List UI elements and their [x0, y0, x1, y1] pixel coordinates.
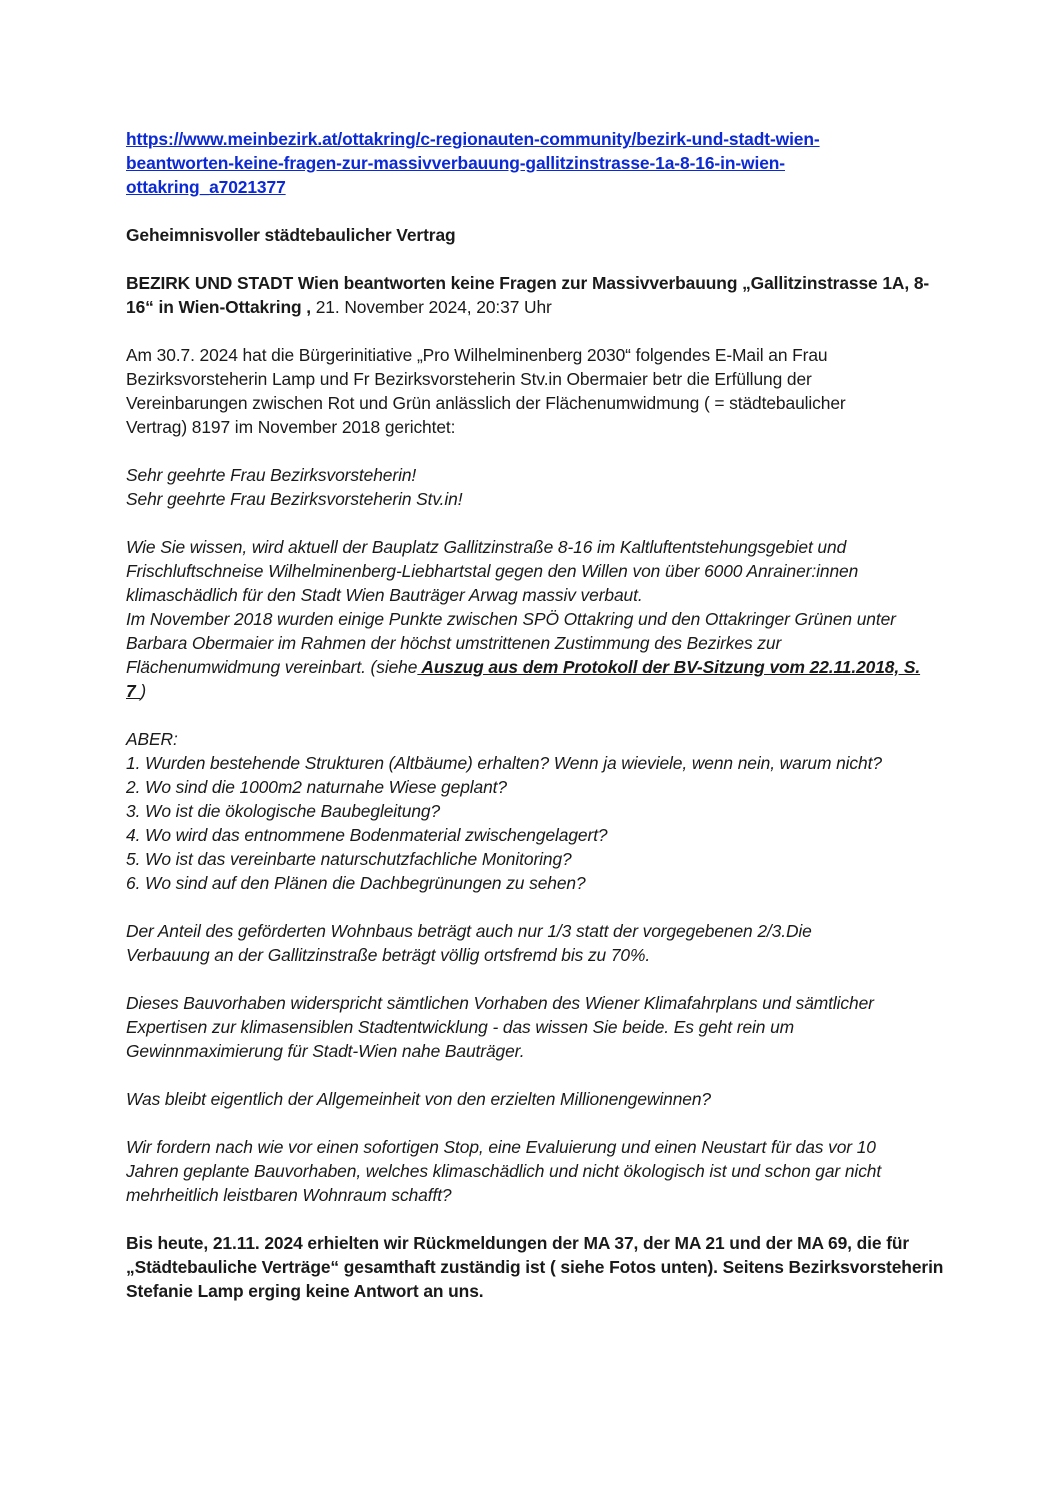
intro-line: Am 30.7. 2024 hat die Bürgerinitiative „Pro Wilhelminenberg 2030“ folgendes E-Mail an Frau — [126, 345, 828, 365]
email-line: Wir fordern nach wie vor einen sofortigen Stop, eine Evaluierung und einen Neustart für das vor 10 — [126, 1137, 876, 1157]
document-body — [126, 127, 944, 1327]
email-line: ) — [140, 681, 147, 701]
closing-line: „Städtebauliche Verträge“ gesamthaft zuständig ist ( siehe Fotos unten). Seitens Bezirksvorsteherin — [126, 1257, 944, 1277]
closing-line: Bis heute, 21.11. 2024 erhielten wir Rückmeldungen der MA 37, der MA 21 und der MA 69, die für — [126, 1233, 910, 1253]
headline — [126, 271, 936, 319]
salutation-line: Sehr geehrte Frau Bezirksvorsteherin Stv.in! — [126, 489, 463, 509]
article-link-line-2[interactable]: beantworten-keine-fragen-zur-massivverbauung-gallitzinstrasse-1a-8-16-in-wien- — [126, 153, 785, 173]
question-item: 5. Wo ist das vereinbarte naturschutzfachliche Monitoring? — [126, 849, 572, 869]
headline-line-2: 16“ in Wien-Ottakring , — [126, 297, 311, 317]
article-link-line-1[interactable]: https://www.meinbezirk.at/ottakring/c-regionauten-community/bezirk-und-stadt-wien- — [126, 129, 820, 149]
email-line: Dieses Bauvorhaben widerspricht sämtlichen Vorhaben des Wiener Klimafahrplans und sämtlicher — [126, 993, 874, 1013]
article-link-line-3[interactable]: ottakring_a7021377 — [126, 177, 286, 197]
email-paragraph-3 — [126, 991, 936, 1063]
salutation-line: Sehr geehrte Frau Bezirksvorsteherin! — [126, 465, 417, 485]
intro-line: Vertrag) 8197 im November 2018 gerichtet: — [126, 417, 456, 437]
email-paragraph-4: Was bleibt eigentlich der Allgemeinheit von den erzielten Millionengewinnen? — [126, 1089, 712, 1109]
question-item: 1. Wurden bestehende Strukturen (Altbäume) erhalten? Wenn ja wieviele, wenn nein, warum nicht? — [126, 753, 882, 773]
email-paragraph-5 — [126, 1135, 936, 1207]
salutation — [126, 463, 936, 511]
question-item: 2. Wo sind die 1000m2 naturnahe Wiese geplant? — [126, 777, 507, 797]
email-line: Im November 2018 wurden einige Punkte zwischen SPÖ Ottakring und den Ottakringer Grünen unter — [126, 609, 896, 629]
email-line: Flächenumwidmung vereinbart. (siehe — [126, 657, 418, 677]
intro-line: Vereinbarungen zwischen Rot und Grün anlässlich der Flächenumwidmung ( = städtebaulicher — [126, 393, 846, 413]
email-line: Gewinnmaximierung für Stadt-Wien nahe Bauträger. — [126, 1041, 525, 1061]
headline-line-1: BEZIRK UND STADT Wien beantworten keine Fragen zur Massivverbauung „Gallitzinstrasse 1A, 8- — [126, 273, 930, 293]
email-line: Wie Sie wissen, wird aktuell der Bauplatz Gallitzinstraße 8-16 im Kaltluftentstehungsgebiet und — [126, 537, 847, 557]
email-line: Barbara Obermaier im Rahmen der höchst umstrittenen Zustimmung des Bezirkes zur — [126, 633, 782, 653]
question-item: 4. Wo wird das entnommene Bodenmaterial zwischengelagert? — [126, 825, 608, 845]
closing-line: Stefanie Lamp erging keine Antwort an uns. — [126, 1281, 484, 1301]
intro-line: Bezirksvorsteherin Lamp und Fr Bezirksvorsteherin Stv.in Obermaier betr die Erfüllung der — [126, 369, 812, 389]
email-paragraph-2 — [126, 919, 936, 967]
protocol-reference-link-page[interactable]: 7 — [126, 681, 141, 701]
email-line: Verbauung an der Gallitzinstraße beträgt völlig ortsfremd bis zu 70%. — [126, 945, 651, 965]
email-line: mehrheitlich leistbaren Wohnraum schafft? — [126, 1185, 452, 1205]
document-heading: Geheimnisvoller städtebaulicher Vertrag — [126, 225, 456, 245]
protocol-reference-link[interactable]: Auszug aus dem Protokoll der BV-Sitzung vom 22.11.2018, S. — [417, 657, 921, 677]
email-line: Frischluftschneise Wilhelminenberg-Liebhartstal gegen den Willen von über 6000 Anrainer:innen — [126, 561, 859, 581]
email-line: Jahren geplante Bauvorhaben, welches klimaschädlich und nicht ökologisch ist und schon gar nicht — [126, 1161, 882, 1181]
email-line: Expertisen zur klimasensiblen Stadtentwicklung - das wissen Sie beide. Es geht rein um — [126, 1017, 795, 1037]
email-line: Der Anteil des geförderten Wohnbaus beträgt auch nur 1/3 statt der vorgegebenen 2/3.Die — [126, 921, 812, 941]
aber-label: ABER: — [126, 729, 178, 749]
email-paragraph-1 — [126, 535, 936, 703]
headline-date: 21. November 2024, 20:37 Uhr — [311, 297, 552, 317]
article-link[interactable] — [126, 127, 936, 199]
question-item: 6. Wo sind auf den Plänen die Dachbegrünungen zu sehen? — [126, 873, 586, 893]
closing-paragraph — [126, 1231, 944, 1303]
intro-paragraph — [126, 343, 936, 439]
questions-list — [126, 727, 936, 895]
question-item: 3. Wo ist die ökologische Baubegleitung? — [126, 801, 441, 821]
email-line: klimaschädlich für den Stadt Wien Bauträger Arwag massiv verbaut. — [126, 585, 643, 605]
